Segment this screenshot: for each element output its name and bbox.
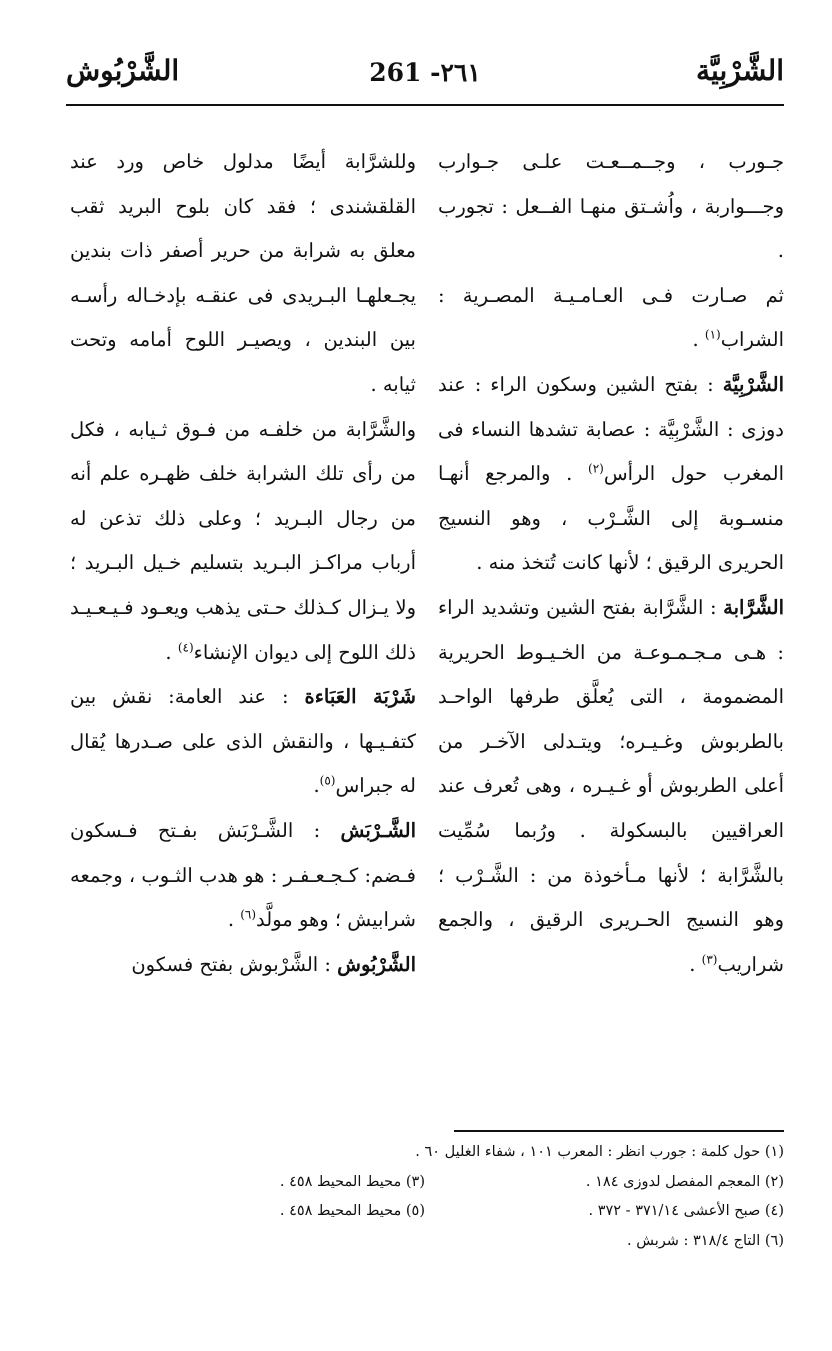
- entry-text: : بفتح الشين وسكون الراء : عند دوزى : الشَّرْبِيَّة : عصابة تشدها النساء فى المغرب حول الرأس: [438, 372, 784, 486]
- paragraph-tail: .: [165, 640, 178, 664]
- entry-term: شَرْبَة العَبَاءة: [304, 685, 417, 709]
- column-right: [438, 140, 784, 987]
- paragraph-text: وللشرَّابة أيضًا مدلول خاص ورد عند القلقشندى ؛ فقد كان بلوح البريد ثقب معلق به شرابة من حرير أصفر ذات بندين يجـعلهـا البـريدى فى عنقـه بإدخـاله رأسـه بين البندين ، ويصيـر اللوح أمامه وتحت ثيابه .: [70, 150, 416, 396]
- paragraph-tail: .: [692, 328, 705, 352]
- paragraph: [438, 274, 784, 363]
- paragraph: [438, 140, 784, 274]
- entry-tail: .: [689, 952, 702, 976]
- entry: [438, 363, 784, 586]
- footnote-row: [66, 1197, 784, 1227]
- footnotes: [66, 1138, 784, 1256]
- paragraph-text: جـورب ، وجــمــعـت علـى جـوارب وجـــواربة ، واُشـتق منهـا الفــعل : تجورب .: [438, 150, 784, 263]
- entry-text: : الشَّرْبوش بفتح فسكون: [131, 952, 338, 976]
- footnote: (١) حول كلمة : جورب انظر : المعرب ١٠١ ، شفاء الغليل ٦٠ .: [415, 1144, 784, 1160]
- entry: [70, 675, 416, 809]
- paragraph-text: والشَّرَّابة من خلفـه من فـوق ثـيابه ، فكل من رأى تلك الشرابة خلف ظهـره علم أنه من رجال البـريد ؛ وعلى ذلك تذعن له أرباب مراكـز البـريد بتسليم خـيل البـريد ؛ ولا يـزال كـذلك حـتى يذهب ويعـود فـيـعـيـد ذلك اللوح إلى ديوان الإنشاء: [70, 417, 416, 664]
- footnote-ref: (٦): [240, 907, 257, 922]
- footnote: (٢) المعجم المفصل لدوزى ١٨٤ .: [585, 1173, 784, 1190]
- footnote-ref: (٢): [588, 461, 604, 476]
- footnote-ref: (٤): [177, 640, 194, 655]
- entry-tail: .: [227, 908, 241, 932]
- footnote-ref: (٥): [319, 773, 336, 788]
- entry-tail: .: [313, 774, 320, 798]
- entry-term: الشَّرَّابة: [723, 595, 784, 619]
- entry: [438, 586, 784, 987]
- footnote: (٥) محيط المحيط ٤٥٨ .: [279, 1203, 425, 1219]
- entry: [70, 943, 416, 988]
- header-left-title: الشَّرْبُوش: [66, 54, 180, 87]
- entry: [70, 809, 416, 943]
- entry-term: الشَّـرْبَش: [340, 818, 416, 842]
- footnote-divider: [454, 1130, 784, 1132]
- entry-tail: . والمرجع أنهـا منسـوبة إلى الشَّـرْب ، وهو النسيج الحريرى الرقيق ؛ لأنها كانت تُتخذ منه .: [438, 462, 784, 575]
- paragraph: [70, 140, 416, 408]
- footnote-ref: (١): [704, 327, 721, 342]
- entry-term: الشَّرْبُوش: [337, 952, 416, 976]
- footnote-row: [66, 1168, 784, 1198]
- entry-text: : الشَّـرْبَش بفـتح فـسكون فـضم: كـجـعـفـر : هو هدب الثـوب ، وجمعه شرابيش ؛ وهو مولَّد: [70, 818, 416, 932]
- entry-text: : الشَّرَّابة بفتح الشين وتشديد الراء : هـى مـجـمـوعـة من الخـيـوط الحريرية المضمومة ، التى يُعلَّق طرفها الواحـد بالطربوش وغـيـره؛ ويتـدلى الآخـر من أعلى الطربوش أو غـيـره ، وهى تُعرف عند العراقيين بالبسكولة . ورُبما سُمِّيت بالشَّرَّابة ؛ لأنها مـأخوذة من : الشَّـرْب ؛ وهو النسيج الحـريرى الرقيق ، والجمع شراريب: [438, 595, 784, 976]
- paragraph: [70, 408, 416, 676]
- header-divider: [66, 104, 784, 106]
- entry-text: : عند العامة: نقش بين كتفـيـها ، والنقش الذى على صـدرها يُقال له جبراس: [70, 685, 416, 798]
- footnote-ref: (٣): [701, 952, 718, 967]
- header-right-title: الشَّرْبِيَّة: [696, 54, 784, 87]
- column-left: [70, 140, 416, 987]
- page-header: [66, 48, 784, 98]
- page-number: 261 -٢٦١: [369, 58, 481, 87]
- footnote: (٦) التاج ٣١٨/٤ : شربش .: [627, 1232, 784, 1249]
- entry-term: الشَّرْبِيَّة: [722, 372, 784, 396]
- footnote: (٤) صبح الأعشى ٣٧١/١٤ - ٣٧٢ .: [588, 1203, 784, 1219]
- paragraph-text: ثم صـارت فـى العـامـيـة المصـرية : الشراب: [438, 283, 784, 352]
- footnote: (٣) محيط المحيط ٤٥٨ .: [279, 1173, 425, 1190]
